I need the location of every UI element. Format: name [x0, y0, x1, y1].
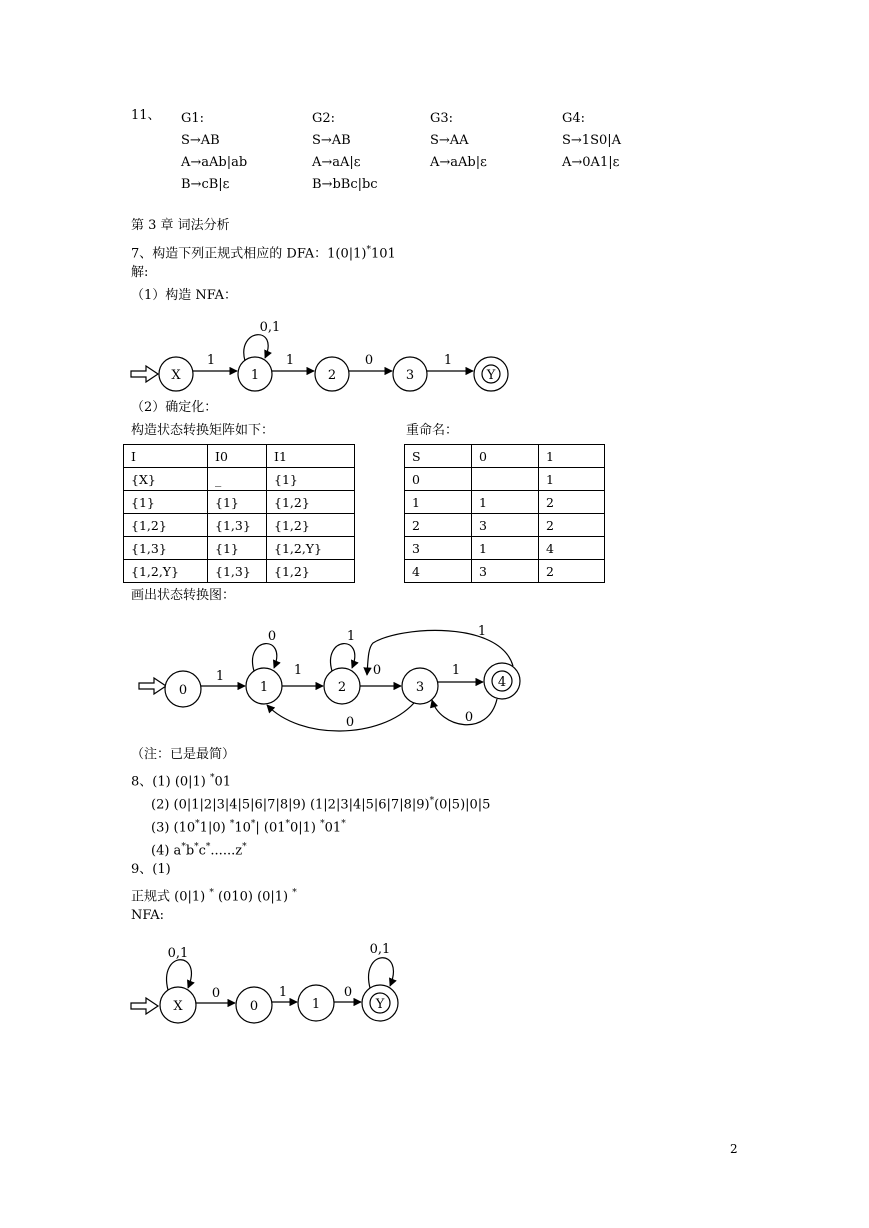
- table-row: [405, 468, 605, 491]
- nfa1-label-3: 3: [405, 368, 415, 383]
- q8-text: c: [198, 843, 206, 859]
- q8-text: (4) a: [151, 843, 182, 859]
- table-cell: 4: [539, 537, 605, 560]
- nfa2-label-x: X: [173, 999, 183, 1014]
- table-cell: {1,3}: [208, 560, 267, 583]
- table-header-cell: I0: [208, 445, 267, 468]
- grammar-g1: [181, 108, 247, 196]
- table-header-cell: 1: [539, 445, 605, 468]
- g3-name: G3:: [430, 111, 454, 126]
- table-cell: {1}: [267, 468, 355, 491]
- nfa1-label-y: Y: [486, 368, 496, 383]
- nfa2-start-arrow: [131, 998, 158, 1014]
- nfa1-edge-label-2: 1: [285, 353, 295, 368]
- table-cell: {1}: [208, 491, 267, 514]
- table-cell: {1,2,Y}: [267, 537, 355, 560]
- table-cell: 3: [472, 560, 539, 583]
- g1-name: G1:: [181, 111, 205, 126]
- g4-name: G4:: [562, 111, 586, 126]
- dfa-loop-label-1: 0: [267, 629, 277, 644]
- table-cell: 2: [539, 514, 605, 537]
- table-row: [405, 560, 605, 583]
- table-row: [405, 491, 605, 514]
- g1-rule: S→AB: [181, 133, 220, 148]
- table-row: [124, 468, 355, 491]
- table-cell: 3: [472, 514, 539, 537]
- dfa-start-arrow: [139, 678, 166, 694]
- q8-star: *: [181, 842, 186, 852]
- grammar-g3: [430, 108, 487, 174]
- q8-star: *: [320, 819, 325, 829]
- dfa-diagram: [139, 630, 520, 731]
- nfa2-label-0: 0: [249, 999, 259, 1014]
- q8-star: *: [195, 819, 200, 829]
- q7-prefix: 7、构造下列正规式相应的 DFA：1(0|1): [131, 246, 367, 262]
- nfa2-loop-y: [369, 958, 394, 988]
- rename-table: [404, 444, 605, 583]
- table-cell: {1,2}: [267, 560, 355, 583]
- q8-text: 8、(1) (0|1): [131, 774, 211, 790]
- table-header-row: [405, 445, 605, 468]
- grammar-g4: [562, 108, 621, 174]
- q8-text: 01: [214, 774, 232, 790]
- nfa2-edge-label-1-y: 0: [343, 985, 353, 1000]
- q9-text: (010) (0|1): [213, 889, 293, 905]
- dfa-loop-1: [253, 644, 277, 671]
- table-cell: 2: [539, 491, 605, 514]
- dfa-edge-label-3-4: 1: [451, 663, 461, 678]
- nfa2-loop-label-y: 0,1: [369, 942, 391, 957]
- dfa-label-4: 4: [497, 675, 507, 690]
- q8-star: *: [242, 842, 247, 852]
- g2-rule: B→bBc|bc: [312, 177, 378, 192]
- table-row: [124, 560, 355, 583]
- nfa1-edge-label-4: 1: [443, 353, 453, 368]
- nfa2-loop-x: [167, 960, 192, 990]
- dfa-edge-label-1-2: 1: [293, 663, 303, 678]
- matrix-caption: 构造状态转换矩阵如下：: [131, 423, 275, 438]
- q8-text: 1|0): [199, 820, 230, 836]
- g2-name: G2:: [312, 111, 336, 126]
- nfa1-loop-label: 0,1: [259, 320, 281, 335]
- table-header-cell: I1: [267, 445, 355, 468]
- table-cell: {1}: [208, 537, 267, 560]
- nfa2-diagram: [131, 958, 398, 1023]
- q8-star: *: [341, 819, 346, 829]
- nfa2-edge-label-x-0: 0: [211, 986, 221, 1001]
- table-header-cell: S: [405, 445, 472, 468]
- table-header-cell: I: [124, 445, 208, 468]
- q8-text: 0|1): [290, 820, 321, 836]
- table-row: [124, 514, 355, 537]
- q8-star: *: [210, 773, 215, 783]
- q11-number: 11、: [131, 108, 161, 123]
- table-row: [124, 537, 355, 560]
- g4-rule: A→0A1|ε: [562, 155, 620, 170]
- q8-text: ......z: [210, 843, 243, 859]
- chapter-heading: 第 3 章 词法分析: [131, 218, 230, 233]
- dfa-back-label-4-2: 1: [477, 624, 487, 639]
- table-row: [124, 491, 355, 514]
- q9-star: *: [209, 888, 214, 898]
- table-cell: {1,2}: [124, 514, 208, 537]
- q8-text: | (01: [255, 820, 286, 836]
- table-cell: {1}: [124, 491, 208, 514]
- q7-star: *: [366, 245, 371, 255]
- q9-text: 正规式 (0|1): [131, 889, 210, 905]
- q8-text: 01: [324, 820, 342, 836]
- dfa-back-label-3-1: 0: [345, 715, 355, 730]
- table-header-row: [124, 445, 355, 468]
- table-cell: 4: [405, 560, 472, 583]
- page-number: 2: [730, 1142, 738, 1156]
- table-row: [405, 514, 605, 537]
- table-cell: 1: [405, 491, 472, 514]
- nfa1-label-x: X: [171, 368, 181, 383]
- dfa-label-2: 2: [337, 680, 347, 695]
- dfa-loop-label-2: 1: [346, 629, 356, 644]
- table-cell: 2: [405, 514, 472, 537]
- nfa2-edge-label-0-1: 1: [278, 985, 288, 1000]
- dfa-back-label-4-3: 0: [464, 710, 474, 725]
- nfa1-edge-label-1: 1: [206, 353, 216, 368]
- nfa2-label-1: 1: [311, 997, 321, 1012]
- nfa1-text: [171, 320, 495, 383]
- q7-solution: 解:: [131, 265, 149, 280]
- nfa1-label-2: 2: [327, 368, 337, 383]
- g3-rule: S→AA: [430, 133, 469, 148]
- dfa-edge-label-0-1: 1: [215, 669, 225, 684]
- dfa-edge-3-1: [267, 703, 414, 731]
- g2-rule: A→aA|ε: [312, 155, 361, 170]
- nfa1-edge-label-3: 0: [364, 353, 374, 368]
- q8-star: *: [194, 842, 199, 852]
- table-row: [405, 537, 605, 560]
- table-cell: [472, 468, 539, 491]
- g2-rule: S→AB: [312, 133, 351, 148]
- table-cell: {1,2}: [267, 491, 355, 514]
- q8-line-3: [151, 816, 346, 836]
- table-cell: 1: [539, 468, 605, 491]
- table-cell: {1,3}: [124, 537, 208, 560]
- draw-caption: 画出状态转换图：: [131, 588, 236, 603]
- dfa-edge-label-2-3: 0: [372, 663, 382, 678]
- q9-star: *: [292, 888, 297, 898]
- dfa-loop-2: [331, 644, 355, 671]
- q7-step2: （2）确定化：: [131, 400, 218, 415]
- g4-rule: S→1S0|A: [562, 133, 622, 148]
- q8-star: *: [250, 819, 256, 829]
- table-cell: 2: [539, 560, 605, 583]
- q8-star: *: [429, 796, 435, 806]
- dfa-label-0: 0: [178, 683, 188, 698]
- q8-star: *: [229, 819, 235, 829]
- q9-nfa-label: NFA:: [131, 908, 165, 923]
- nfa2-label-y: Y: [375, 997, 385, 1012]
- dfa-label-1: 1: [259, 680, 269, 695]
- table-cell: _: [208, 468, 267, 491]
- start-arrow: [131, 366, 158, 382]
- table-cell: {X}: [124, 468, 208, 491]
- nfa1-label-1: 1: [250, 368, 260, 383]
- rename-caption: 重命名：: [406, 423, 459, 438]
- q8-line-4: [151, 839, 247, 859]
- q7-question: [131, 242, 396, 262]
- table-cell: 0: [405, 468, 472, 491]
- g3-rule: A→aAb|ε: [430, 155, 487, 170]
- table-cell: 1: [472, 537, 539, 560]
- q8-line-1: [131, 770, 231, 790]
- q8-text: (3) (10: [151, 820, 196, 836]
- table-cell: {1,2,Y}: [124, 560, 208, 583]
- table-cell: 1: [472, 491, 539, 514]
- table-cell: {1,3}: [208, 514, 267, 537]
- minimal-note: （注：已是最简）: [131, 747, 236, 762]
- q8-text: 10: [234, 820, 251, 836]
- grammar-g2: [312, 108, 378, 196]
- q7-suffix: 101: [370, 246, 396, 262]
- q9-title: 9、(1): [131, 862, 171, 877]
- nfa2-loop-label-x: 0,1: [167, 946, 189, 961]
- q7-step1: （1）构造 NFA：: [131, 288, 238, 303]
- dfa-label-3: 3: [415, 680, 425, 695]
- table-cell: 3: [405, 537, 472, 560]
- q8-text: b: [185, 843, 195, 859]
- table-header-cell: 0: [472, 445, 539, 468]
- q8-line-2: [151, 793, 490, 813]
- q8-star: *: [285, 819, 290, 829]
- table-cell: {1,2}: [267, 514, 355, 537]
- q8-text: (2) (0|1|2|3|4|5|6|7|8|9) (1|2|3|4|5|6|7|8|9): [151, 797, 430, 813]
- g1-rule: A→aAb|ab: [181, 155, 248, 170]
- state-matrix-table: [123, 444, 355, 583]
- q8-text: (0|5)|0|5: [434, 797, 491, 813]
- q8-star: *: [205, 842, 211, 852]
- q9-regex: [131, 885, 297, 905]
- g1-rule: B→cB|ε: [181, 177, 230, 192]
